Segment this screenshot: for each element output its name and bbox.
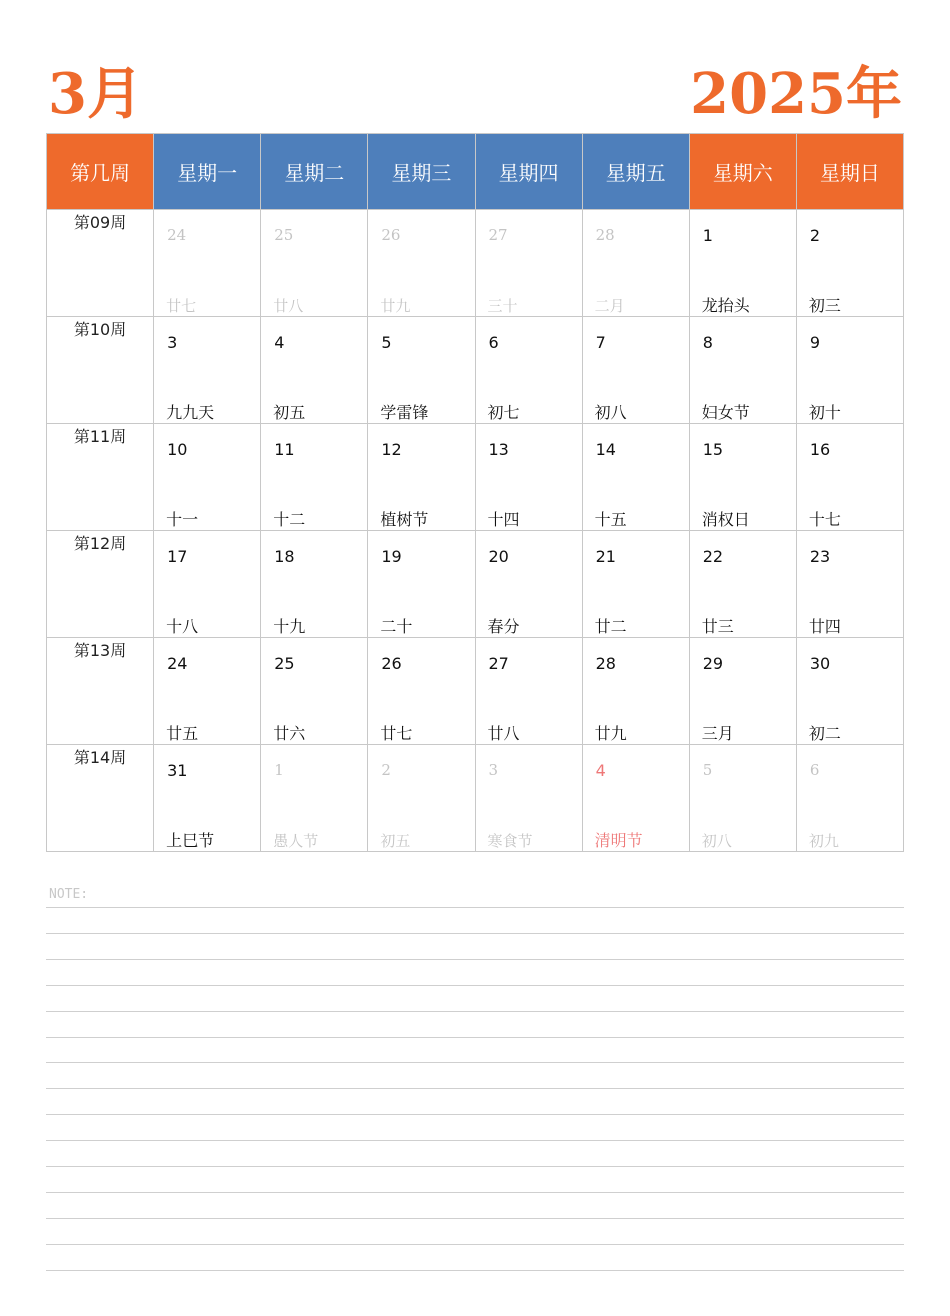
day-number: 1: [702, 226, 713, 245]
day-cell-content: [261, 745, 367, 851]
day-number: 24: [167, 654, 188, 673]
day-number: 16: [809, 440, 831, 459]
day-cell-content: [797, 638, 903, 744]
day-cell-content: [368, 424, 474, 530]
day-cell[interactable]: [154, 745, 261, 852]
day-cell-content: [154, 424, 260, 530]
header-weekday: 星期六: [689, 134, 796, 210]
day-cell-content: [690, 317, 796, 423]
day-number: 2: [381, 761, 391, 779]
day-cell-content: [690, 531, 796, 637]
day-cell-content: [690, 424, 796, 530]
lunar-date: 十二: [273, 510, 306, 529]
day-cell-content: [476, 424, 582, 530]
day-cell[interactable]: [689, 638, 796, 745]
lunar-date: 十九: [273, 617, 306, 636]
day-number: 26: [381, 226, 401, 244]
day-number: 6: [809, 761, 820, 779]
weekday-header-row: [47, 134, 904, 210]
note-line: [46, 985, 904, 986]
day-cell[interactable]: [796, 317, 903, 424]
day-number: 17: [167, 547, 188, 566]
day-cell-content: [797, 745, 903, 851]
header-weekday: 星期五: [582, 134, 689, 210]
day-cell[interactable]: [582, 745, 689, 852]
day-cell[interactable]: [261, 745, 368, 852]
lunar-date: 初三: [808, 296, 841, 315]
day-cell-content: [261, 317, 367, 423]
day-cell-content: [797, 531, 903, 637]
day-number: 14: [595, 440, 616, 459]
lunar-date: 廿三: [701, 617, 734, 636]
day-cell[interactable]: [796, 210, 903, 317]
year-title: 2025年: [690, 61, 902, 127]
lunar-date: 学雷锋: [380, 403, 429, 422]
day-cell-content: [476, 317, 582, 423]
day-cell-content: [690, 745, 796, 851]
note-line: [46, 1011, 904, 1012]
week-row: [47, 317, 904, 424]
lunar-date: 愚人节: [273, 832, 319, 850]
day-cell-content: [476, 745, 582, 851]
lunar-date: 妇女节: [701, 403, 750, 422]
day-cell-content: [368, 210, 474, 316]
day-number: 19: [381, 547, 402, 566]
day-cell-content: [797, 424, 903, 530]
lunar-date: 十七: [808, 510, 841, 529]
lunar-date: 廿五: [166, 724, 199, 743]
day-cell-content: [368, 638, 474, 744]
day-cell-content: [476, 531, 582, 637]
lunar-date: 消权日: [701, 510, 750, 529]
lunar-date: 二十: [380, 617, 413, 636]
day-cell[interactable]: [368, 317, 475, 424]
lunar-date: 初五: [273, 403, 306, 422]
day-cell-content: [154, 210, 260, 316]
week-row: [47, 638, 904, 745]
day-number: 3: [488, 761, 499, 779]
day-cell[interactable]: [796, 638, 903, 745]
lunar-date: 初八: [701, 832, 732, 850]
day-cell-content: [583, 424, 689, 530]
calendar-grid: [46, 133, 904, 852]
day-number: 26: [381, 654, 402, 673]
day-cell[interactable]: [689, 531, 796, 638]
day-number: 5: [702, 761, 713, 779]
day-cell[interactable]: [475, 317, 582, 424]
note-line: [46, 907, 904, 908]
day-number: 23: [809, 547, 831, 566]
day-number: 4: [274, 333, 285, 352]
note-line: [46, 1140, 904, 1141]
day-number: 9: [809, 333, 821, 352]
lunar-date: 廿四: [808, 617, 841, 636]
day-cell[interactable]: [154, 210, 261, 317]
day-cell[interactable]: [582, 531, 689, 638]
week-label: 第13周: [47, 638, 154, 745]
lunar-date: 初八: [594, 403, 627, 422]
lunar-date: 十一: [166, 510, 199, 529]
day-cell[interactable]: [368, 638, 475, 745]
day-number: 31: [167, 761, 188, 780]
lunar-date: 龙抬头: [701, 296, 750, 315]
day-number: 28: [595, 654, 616, 673]
day-number: 18: [274, 547, 295, 566]
lunar-date: 廿六: [273, 724, 306, 743]
note-line: [46, 1192, 904, 1193]
day-cell[interactable]: [475, 745, 582, 852]
week-row: [47, 424, 904, 531]
lunar-date: 三月: [701, 724, 734, 743]
day-cell[interactable]: [154, 317, 261, 424]
day-cell-content: [368, 317, 474, 423]
day-cell[interactable]: [475, 210, 582, 317]
day-cell[interactable]: [582, 424, 689, 531]
day-cell-content: [261, 531, 367, 637]
day-number: 11: [274, 440, 295, 459]
day-cell[interactable]: [689, 317, 796, 424]
note-line: [46, 1270, 904, 1271]
day-number: 29: [702, 654, 724, 673]
day-number: 15: [702, 440, 724, 459]
day-number: 28: [595, 226, 615, 244]
calendar-body: [47, 210, 904, 852]
header-weekday: 星期三: [368, 134, 475, 210]
day-number: 7: [595, 333, 606, 352]
day-number: 10: [167, 440, 188, 459]
day-cell[interactable]: [689, 424, 796, 531]
lunar-date: 廿二: [594, 617, 627, 636]
day-number: 12: [381, 440, 402, 459]
lunar-date: 十四: [487, 510, 520, 529]
day-cell-content: [583, 638, 689, 744]
note-line: [46, 1166, 904, 1167]
lunar-date: 廿七: [380, 724, 413, 743]
week-row: [47, 210, 904, 317]
month-title: 3月: [48, 61, 143, 127]
day-cell-content: [154, 638, 260, 744]
lunar-date: 初九: [808, 832, 839, 850]
day-cell-content: [154, 745, 260, 851]
note-line: [46, 1244, 904, 1245]
day-cell-content: [583, 531, 689, 637]
day-number: 27: [488, 226, 508, 244]
lunar-date: 廿八: [273, 297, 304, 315]
day-cell-content: [476, 210, 582, 316]
day-cell[interactable]: [368, 424, 475, 531]
lunar-date: 植树节: [380, 510, 429, 529]
day-cell-content: [368, 531, 474, 637]
lunar-date: 廿八: [487, 724, 520, 743]
day-number: 3: [167, 333, 178, 352]
day-number: 30: [809, 654, 831, 673]
day-cell-content: [154, 531, 260, 637]
lunar-date: 二月: [594, 297, 625, 315]
lunar-date: 廿九: [594, 724, 627, 743]
day-cell[interactable]: [796, 424, 903, 531]
day-cell[interactable]: [261, 317, 368, 424]
day-cell[interactable]: [368, 531, 475, 638]
day-number: 20: [488, 547, 509, 566]
day-cell-content: [368, 745, 474, 851]
day-cell[interactable]: [154, 638, 261, 745]
header-weekday: 星期二: [261, 134, 368, 210]
day-cell[interactable]: [689, 210, 796, 317]
day-number: 22: [702, 547, 724, 566]
lunar-date: 清明节: [594, 831, 643, 850]
day-cell-content: [261, 424, 367, 530]
day-cell[interactable]: [582, 210, 689, 317]
note-line: [46, 1088, 904, 1089]
day-number: 5: [381, 333, 392, 352]
week-row: [47, 745, 904, 852]
lunar-date: 初二: [808, 724, 841, 743]
note-line: [46, 1218, 904, 1219]
day-cell[interactable]: [261, 638, 368, 745]
note-line: [46, 959, 904, 960]
header-weekday: 星期一: [154, 134, 261, 210]
header-weekday: 星期四: [475, 134, 582, 210]
day-number: 4: [595, 761, 606, 780]
day-cell[interactable]: [796, 745, 903, 852]
day-cell[interactable]: [582, 317, 689, 424]
day-cell-content: [583, 745, 689, 851]
lunar-date: 初五: [380, 832, 411, 850]
day-cell[interactable]: [475, 638, 582, 745]
day-cell[interactable]: [261, 210, 368, 317]
day-cell-content: [690, 638, 796, 744]
lunar-date: 廿九: [380, 297, 411, 315]
day-cell[interactable]: [475, 424, 582, 531]
lunar-date: 春分: [487, 617, 520, 636]
day-cell[interactable]: [261, 424, 368, 531]
day-cell-content: [476, 638, 582, 744]
day-cell-content: [583, 210, 689, 316]
week-label: 第12周: [47, 531, 154, 638]
lunar-date: 廿七: [166, 297, 197, 315]
day-cell-content: [583, 317, 689, 423]
day-cell[interactable]: [368, 745, 475, 852]
lunar-date: 十五: [594, 510, 627, 529]
lunar-date: 九九天: [166, 403, 215, 422]
day-number: 27: [488, 654, 509, 673]
day-cell[interactable]: [475, 531, 582, 638]
day-cell[interactable]: [261, 531, 368, 638]
note-line: [46, 1114, 904, 1115]
day-number: 24: [167, 226, 187, 244]
lunar-date: 三十: [487, 297, 518, 315]
lunar-date: 初十: [808, 403, 841, 422]
week-label: 第11周: [47, 424, 154, 531]
day-cell-content: [261, 638, 367, 744]
lunar-date: 十八: [166, 617, 199, 636]
note-line: [46, 933, 904, 934]
day-cell-content: [261, 210, 367, 316]
day-number: 8: [702, 333, 713, 352]
day-cell[interactable]: [796, 531, 903, 638]
note-line: [46, 1062, 904, 1063]
week-row: [47, 531, 904, 638]
week-label: 第09周: [47, 210, 154, 317]
day-cell[interactable]: [689, 745, 796, 852]
day-cell[interactable]: [154, 531, 261, 638]
lunar-date: 初七: [487, 403, 520, 422]
week-label: 第10周: [47, 317, 154, 424]
week-label: 第14周: [47, 745, 154, 852]
day-number: 25: [274, 226, 294, 244]
day-cell-content: [797, 210, 903, 316]
day-number: 13: [488, 440, 509, 459]
day-cell[interactable]: [154, 424, 261, 531]
note-label: NOTE:: [49, 887, 89, 902]
day-number: 2: [809, 226, 821, 245]
day-cell-content: [154, 317, 260, 423]
lunar-date: 上巳节: [166, 831, 215, 850]
day-number: 25: [274, 654, 295, 673]
header-weekday: 星期日: [796, 134, 903, 210]
day-cell[interactable]: [582, 638, 689, 745]
day-number: 6: [488, 333, 499, 352]
day-cell[interactable]: [368, 210, 475, 317]
header-week-number: 第几周: [47, 134, 154, 210]
day-number: 21: [595, 547, 616, 566]
day-cell-content: [690, 210, 796, 316]
day-cell-content: [797, 317, 903, 423]
note-line: [46, 1037, 904, 1038]
lunar-date: 寒食节: [487, 832, 533, 850]
day-number: 1: [274, 761, 284, 779]
